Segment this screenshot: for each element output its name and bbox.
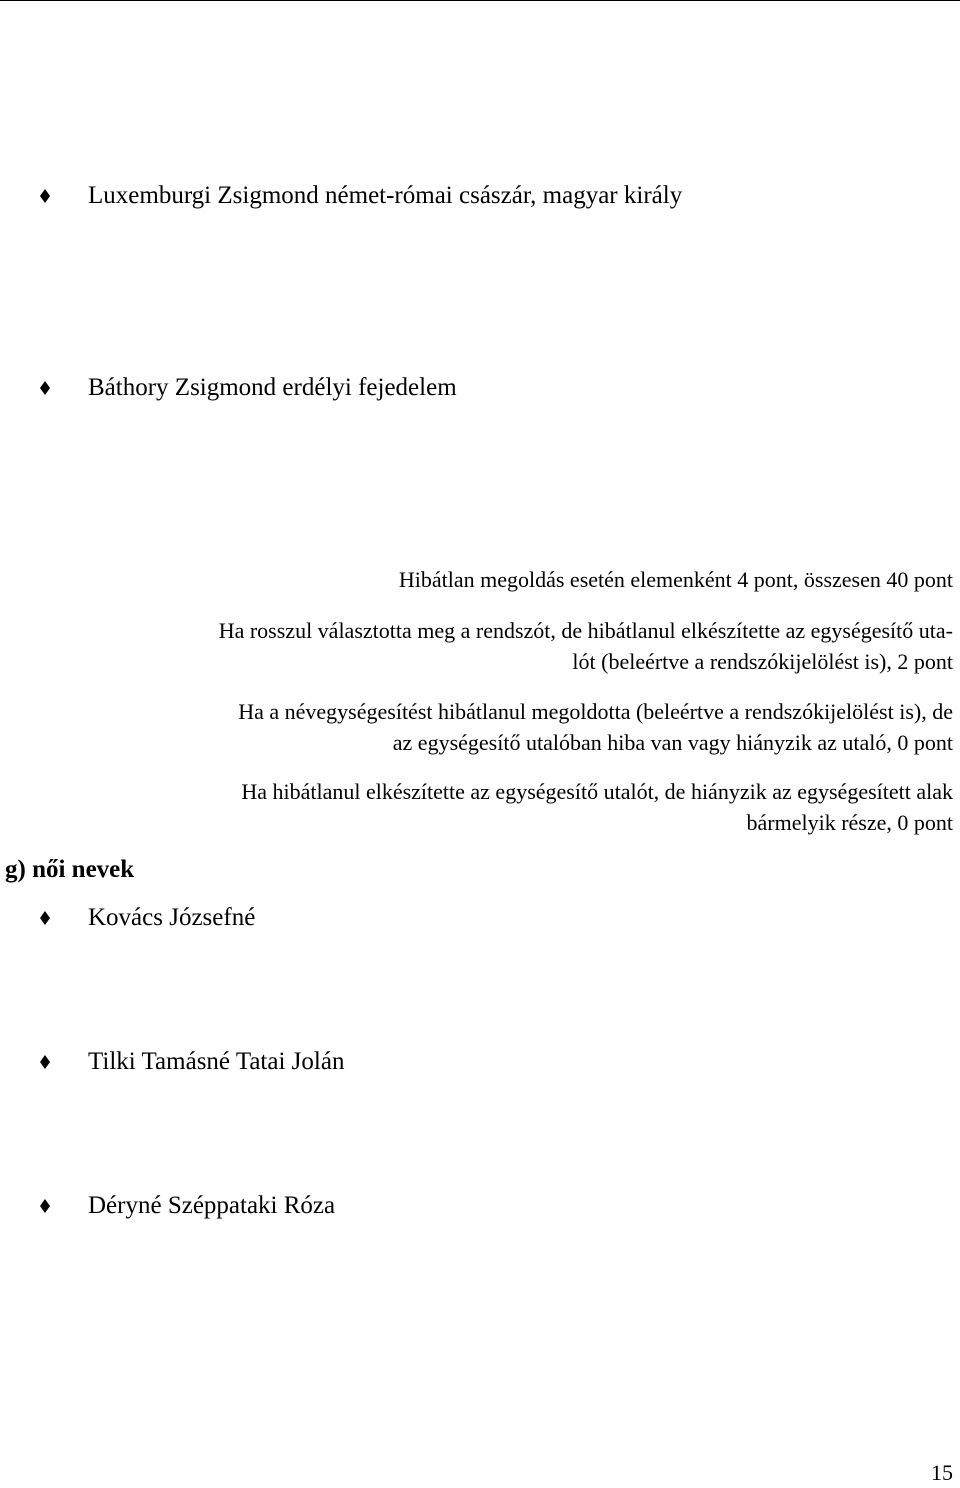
scoring-line: Ha rosszul választotta meg a rendszót, de hibátlanul elkészítette az egységesítő uta- xyxy=(218,618,953,643)
scoring-line: Ha a névegységesítést hibátlanul megoldotta (beleértve a rendszókijelölést is), de xyxy=(238,699,953,724)
list-item-text: Báthory Zsigmond erdélyi fejedelem xyxy=(88,374,457,401)
section-heading: g) női nevek xyxy=(5,856,135,883)
list-item-text: Kovács Józsefné xyxy=(88,904,256,931)
diamond-bullet-icon xyxy=(40,1055,50,1069)
scoring-line: lót (beleértve a rendszókijelölést is), 2 pont xyxy=(572,649,953,674)
list-item xyxy=(40,181,682,211)
list-item-text: Déryné Széppataki Róza xyxy=(88,1192,336,1219)
scoring-line: az egységesítő utalóban hiba van vagy hiányzik az utaló, 0 pont xyxy=(392,730,953,755)
list-item xyxy=(40,1191,335,1221)
diamond-bullet-icon xyxy=(40,189,50,203)
list-item-text: Luxemburgi Zsigmond német-római császár, magyar király xyxy=(88,182,683,209)
list-item xyxy=(40,373,457,403)
list-item-text: Tilki Tamásné Tatai Jolán xyxy=(88,1048,345,1075)
scoring-line: Hibátlan megoldás esetén elemenként 4 pont, összesen 40 pont xyxy=(398,567,953,592)
list-item xyxy=(40,1047,344,1077)
diamond-bullet-icon xyxy=(40,381,50,395)
diamond-bullet-icon xyxy=(40,1199,50,1213)
scoring-line: bármelyik része, 0 pont xyxy=(746,810,953,835)
scoring-line: Ha hibátlanul elkészítette az egységesítő utalót, de hiányzik az egységesített alak xyxy=(241,779,953,804)
page-number: 15 xyxy=(931,1460,953,1485)
list-item xyxy=(40,903,255,933)
top-rule xyxy=(0,0,960,1)
diamond-bullet-icon xyxy=(40,911,50,925)
